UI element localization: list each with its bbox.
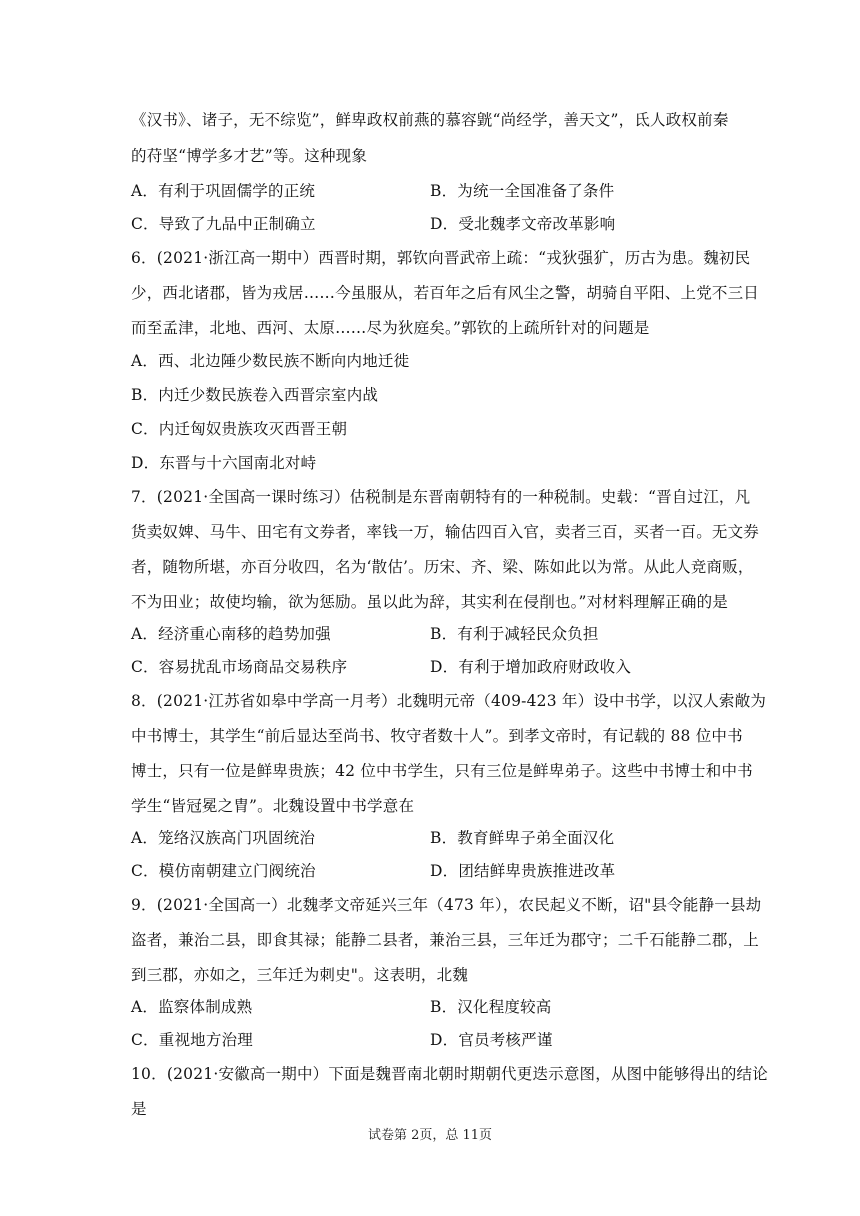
q7-option-d: D．有利于增加政府财政收入 xyxy=(430,658,632,676)
q8-option-a: A．笼络汉族高门巩固统治 xyxy=(131,829,316,847)
q7-stem-line-1: 7．(2021·全国高一课时练习）估税制是东晋南朝特有的一种税制。史载：“晋自过江，凡 xyxy=(131,488,751,506)
q5-stem-line-2: 的苻坚“博学多才艺”等。这种现象 xyxy=(131,147,368,165)
q7-stem-line-4: 不为田业；故使均输，欲为惩励。虽以此为辞，其实利在侵削也。”对材料理解正确的是 xyxy=(131,593,728,611)
q10-stem-line-1: 10．(2021·安徽高一期中）下面是魏晋南北朝时期朝代更迭示意图，从图中能够得出的结论 xyxy=(131,1065,768,1083)
q5-option-c: C．导致了九品中正制确立 xyxy=(131,215,316,233)
page-footer: 试卷第 2页，总 11页 xyxy=(367,1128,493,1143)
q9-stem-line-2: 盗者，兼治二县，即食其禄；能静二县者，兼治三县，三年迁为郡守；二千石能静二郡，上 xyxy=(131,931,760,949)
q7-option-b: B．有利于减轻民众负担 xyxy=(430,625,599,643)
q9-option-d: D．官员考核严谨 xyxy=(430,1031,553,1049)
q7-stem-line-3: 者，随物所堪，亦百分收四，名为‘散估’。历宋、齐、梁、陈如此以为常。从此人竞商贩， xyxy=(131,558,754,576)
q8-option-c: C．模仿南朝建立门阀统治 xyxy=(131,862,316,880)
q5-option-b: B．为统一全国准备了条件 xyxy=(430,182,615,200)
q5-option-a: A．有利于巩固儒学的正统 xyxy=(131,182,316,200)
q10-stem-line-2: 是 xyxy=(131,1100,147,1118)
q6-option-d: D．东晋与十六国南北对峙 xyxy=(131,454,317,472)
q7-option-a: A．经济重心南移的趋势加强 xyxy=(131,625,331,643)
q6-stem-line-2: 少，西北诸郡，皆为戎居……今虽服从，若百年之后有风尘之警，胡骑自平阳、上党不三日 xyxy=(131,284,760,302)
q8-option-d: D．团结鲜卑贵族推进改革 xyxy=(430,862,616,880)
q8-stem-line-3: 博士，只有一位是鲜卑贵族；42 位中书学生，只有三位是鲜卑弟子。这些中书博士和中书 xyxy=(131,762,753,780)
q6-option-b: B．内迁少数民族卷入西晋宗室内战 xyxy=(131,386,379,404)
q9-stem-line-1: 9．(2021·全国高一）北魏孝文帝延兴三年（473 年），农民起义不断，诏"县令能静一县劫 xyxy=(131,896,762,914)
q6-stem-line-3: 而至孟津，北地、西河、太原……尽为狄庭矣。”郭钦的上疏所针对的问题是 xyxy=(131,319,650,337)
q9-option-c: C．重视地方治理 xyxy=(131,1031,253,1049)
q7-option-c: C．容易扰乱市场商品交易秩序 xyxy=(131,658,348,676)
q9-stem-line-3: 到三郡，亦如之，三年迁为刺史"。这表明，北魏 xyxy=(131,966,469,984)
q9-option-b: B．汉化程度较高 xyxy=(430,998,552,1016)
q8-stem-line-4: 学生“皆冠冕之胄”。北魏设置中书学意在 xyxy=(131,797,415,815)
q5-stem-line-1: 《汉书》、诸子，无不综览”，鲜卑政权前燕的慕容皝“尚经学，善天文”，氐人政权前秦 xyxy=(131,111,729,129)
q6-stem-line-1: 6．(2021·浙江高一期中）西晋时期，郭钦向晋武帝上疏：“戎狄强犷，历古为患。魏初民 xyxy=(131,249,751,267)
q6-option-c: C．内迁匈奴贵族攻灭西晋王朝 xyxy=(131,420,348,438)
q5-option-d: D．受北魏孝文帝改革影响 xyxy=(430,215,616,233)
q7-stem-line-2: 货卖奴婢、马牛、田宅有文券者，率钱一万，输估四百入官，卖者三百，买者一百。无文券 xyxy=(131,523,760,541)
q9-option-a: A．监察体制成熟 xyxy=(131,998,253,1016)
q8-stem-line-1: 8．(2021·江苏省如皋中学高一月考）北魏明元帝（409-423 年）设中书学，以汉人索敞为 xyxy=(131,692,767,710)
q8-stem-line-2: 中书博士，其学生“前后显达至尚书、牧守者数十人”。到孝文帝时，有记载的 88 位中书 xyxy=(131,727,743,745)
q6-option-a: A．西、北边陲少数民族不断向内地迁徙 xyxy=(131,352,410,370)
q8-option-b: B．教育鲜卑子弟全面汉化 xyxy=(430,829,615,847)
